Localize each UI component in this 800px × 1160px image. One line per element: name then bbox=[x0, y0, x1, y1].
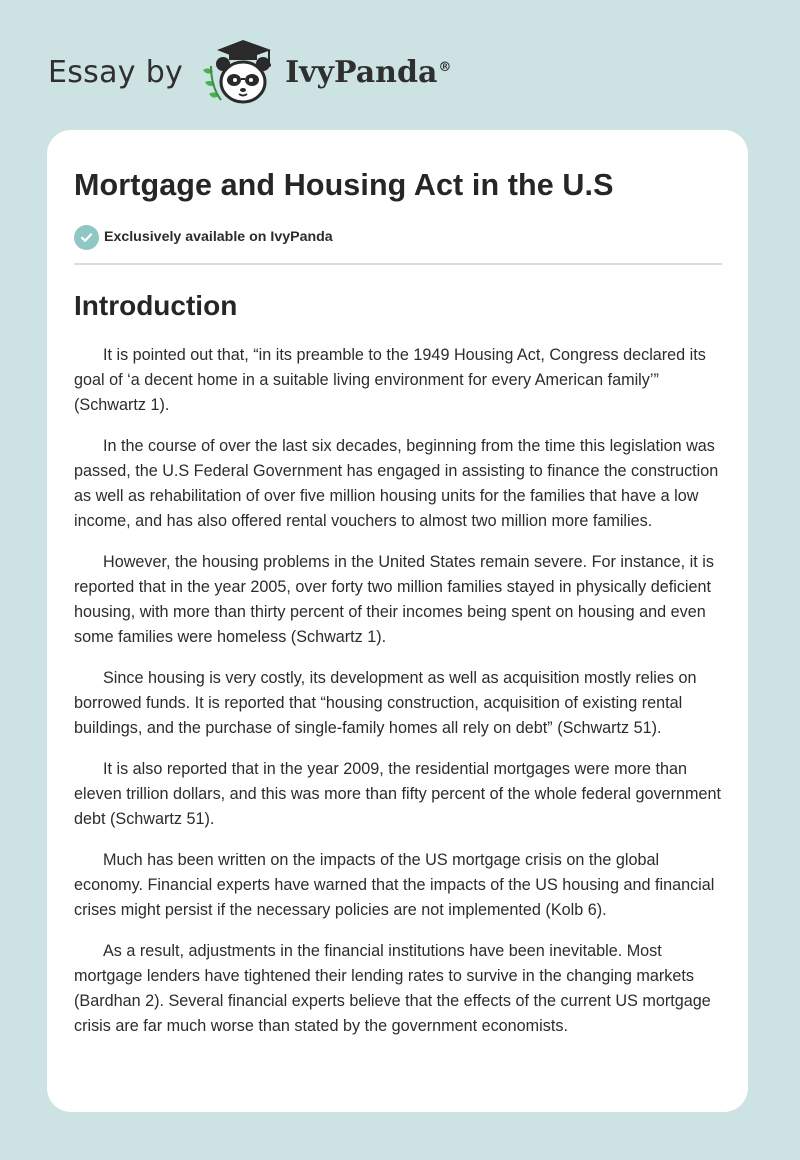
divider bbox=[74, 263, 722, 265]
brand-header[interactable] bbox=[48, 36, 451, 108]
paragraph: However, the housing problems in the United States remain severe. For instance, it is reported that in the year 2005, over forty two million families stayed in physically deficient housing, with more than thirty percent of their incomes being spent on housing and even some families were homeless (Schwartz 1). bbox=[74, 553, 714, 646]
paragraph: In the course of over the last six decades, beginning from the time this legislation was passed, the U.S Federal Government has engaged in assisting to finance the construction as well as rehabilitation of over five million housing units for the families that have a low income, and has also offered rental vouchers to almost two million more families. bbox=[74, 437, 719, 530]
brand-name bbox=[285, 55, 451, 90]
brand-prefix: Essay by bbox=[48, 54, 184, 90]
page-title: Mortgage and Housing Act in the U.S bbox=[74, 168, 614, 202]
brand-name-text: IvyPanda bbox=[285, 54, 438, 90]
paragraph: As a result, adjustments in the financial institutions have been inevitable. Most mortgage lenders have tightened their lending rates to survive in the changing markets (Bardhan 2). Several financial experts believe that the effects of the current US mortgage crisis are far much worse than stated by the government economists. bbox=[74, 942, 711, 1035]
essay-card bbox=[47, 130, 748, 1112]
section-heading: Introduction bbox=[74, 290, 238, 321]
paragraph: It is also reported that in the year 2009, the residential mortgages were more than eleven trillion dollars, and this was more than fifty percent of the whole federal government debt (Schwartz 51). bbox=[74, 760, 721, 828]
check-circle-icon bbox=[74, 225, 99, 250]
paragraph: Since housing is very costly, its development as well as acquisition mostly relies on borrowed funds. It is reported that “housing construction, acquisition of existing rental buildings, and the purchase of single-family homes all rely on debt” (Schwartz 51). bbox=[74, 669, 697, 737]
exclusive-badge bbox=[74, 224, 722, 250]
check-mark-icon bbox=[80, 231, 93, 244]
registered-mark: ® bbox=[438, 59, 452, 75]
panda-logo-icon bbox=[197, 36, 283, 108]
paragraph: Much has been written on the impacts of the US mortgage crisis on the global economy. Financial experts have warned that the impacts of the US housing and financial crises might persist if the necessary policies are not implemented (Kolb 6). bbox=[74, 851, 715, 919]
paragraph: It is pointed out that, “in its preamble to the 1949 Housing Act, Congress declared its goal of ‘a decent home in a suitable living environment for every American family’” (Schwartz 1). bbox=[74, 346, 706, 414]
article-body bbox=[74, 343, 722, 1039]
exclusive-label: Exclusively available on IvyPanda bbox=[104, 229, 333, 245]
